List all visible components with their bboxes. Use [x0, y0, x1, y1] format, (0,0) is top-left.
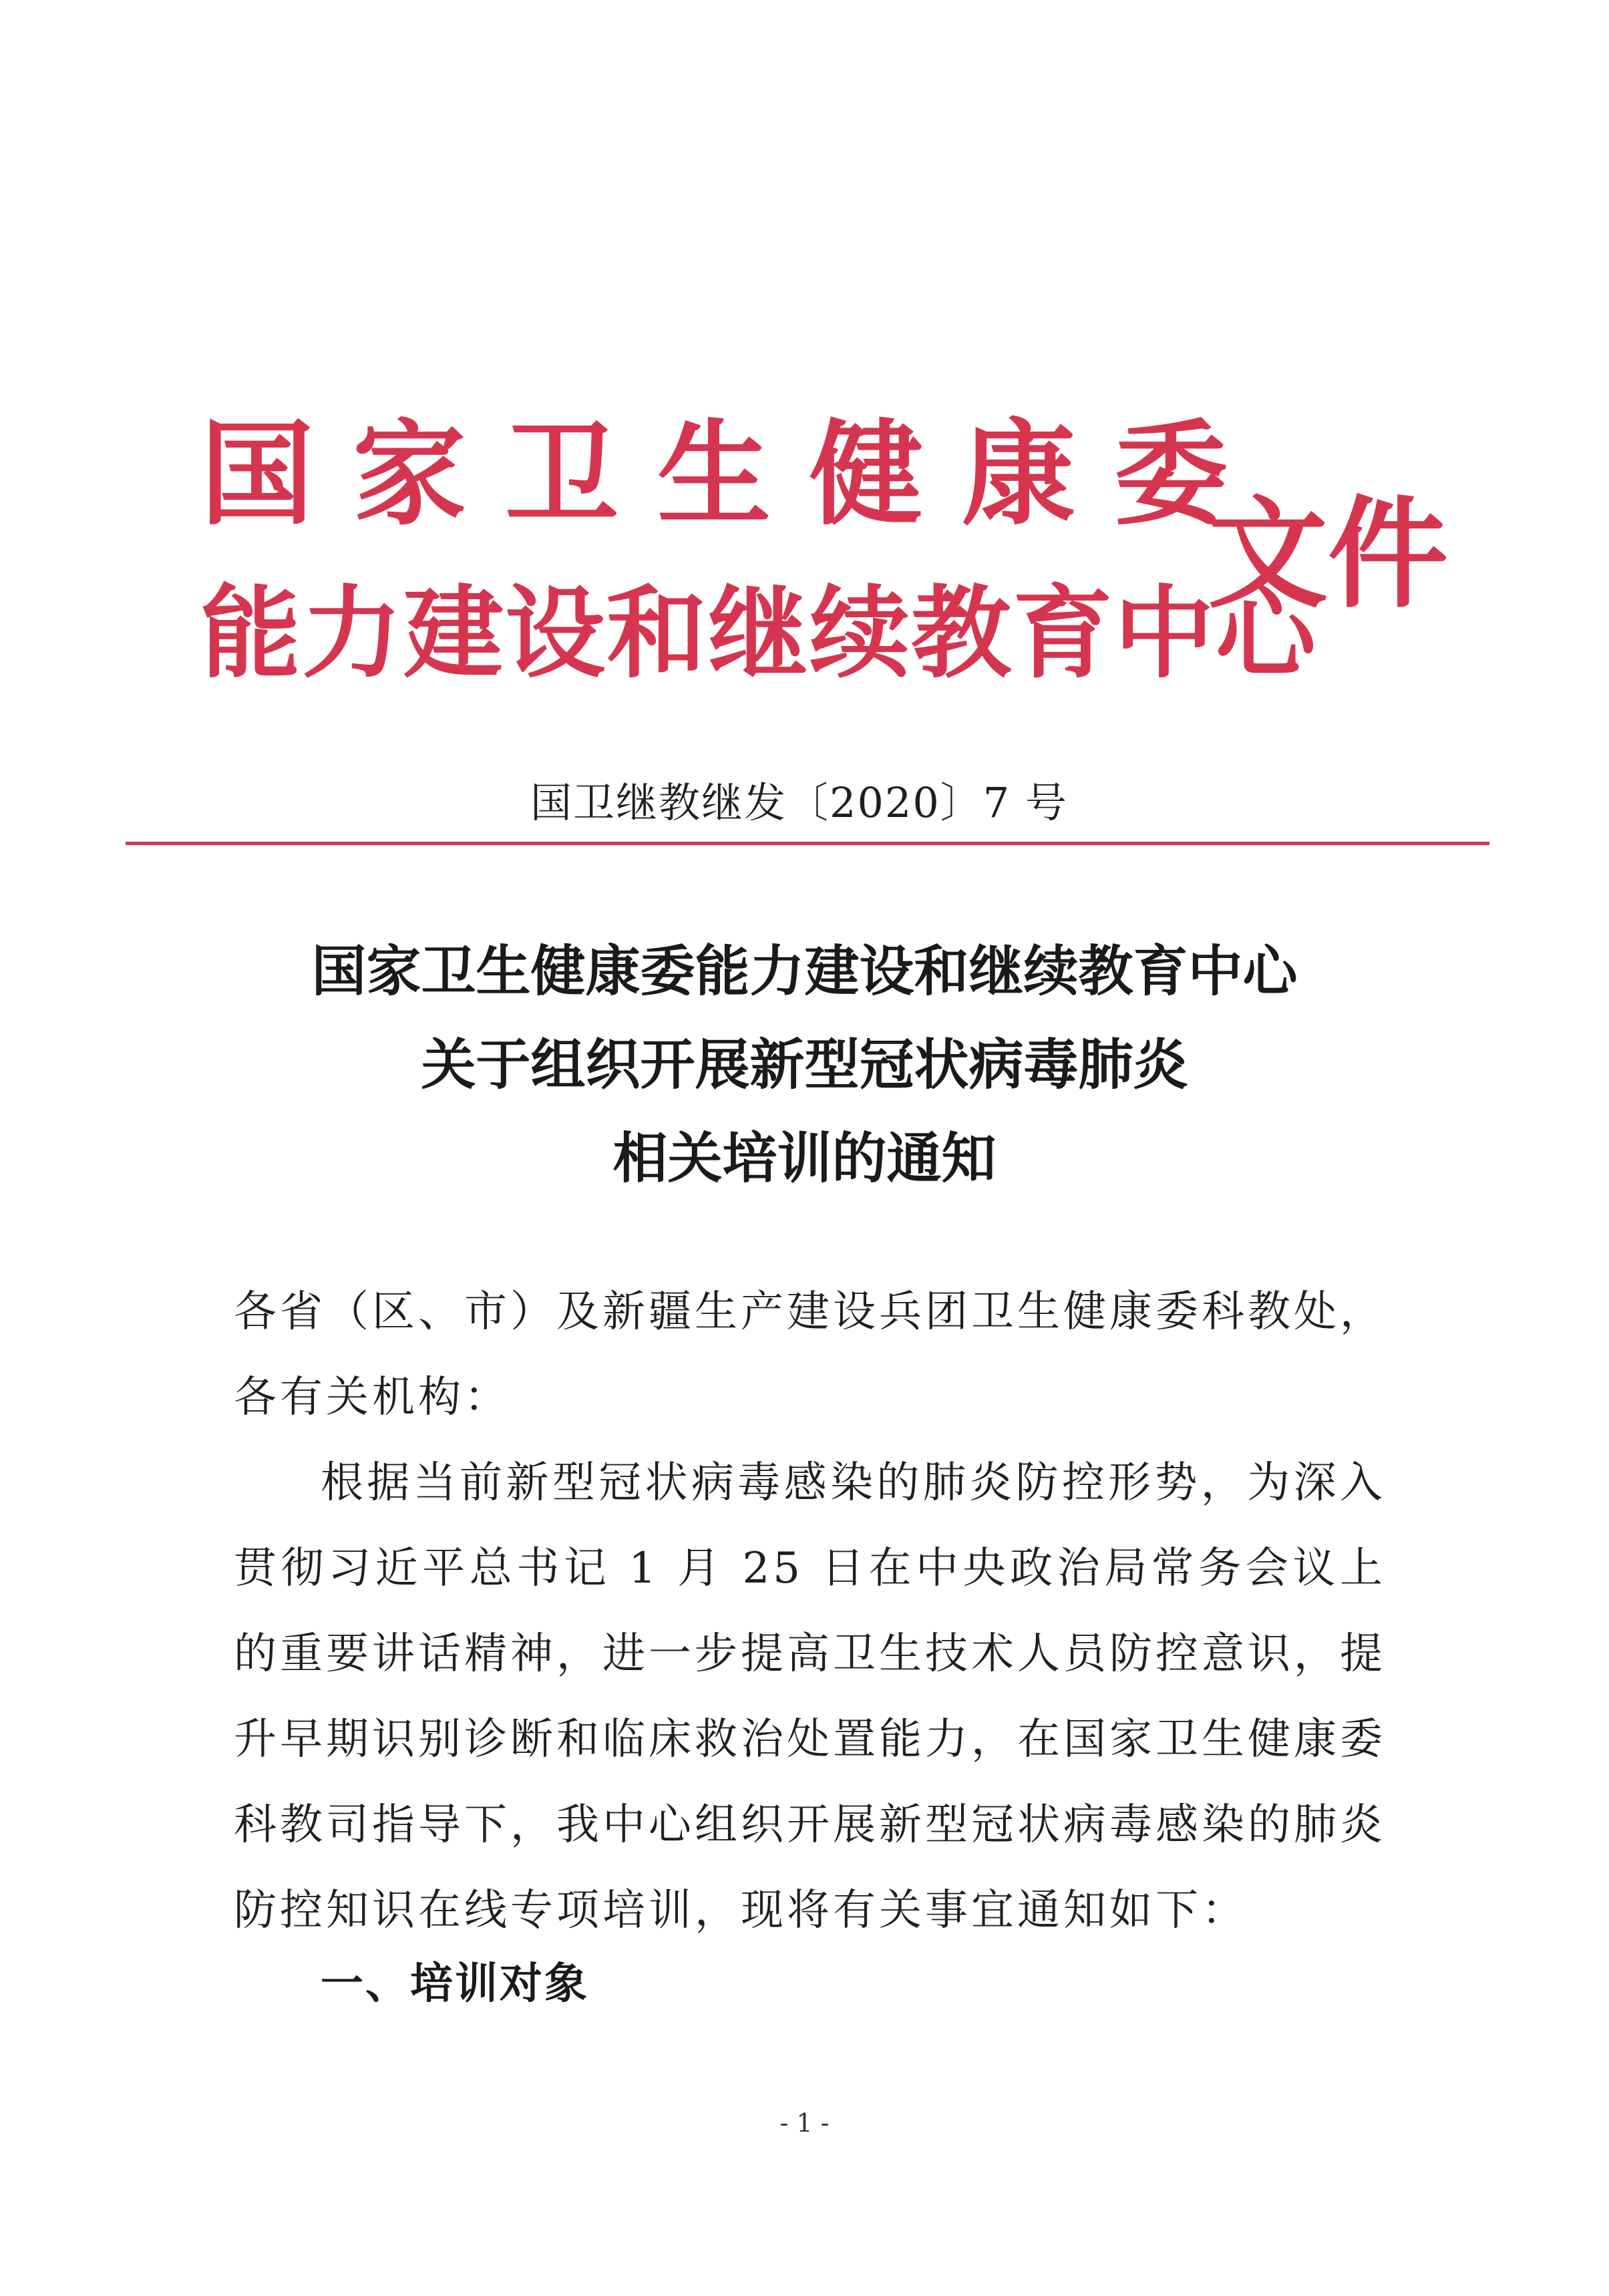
title-line-1: 国家卫生健康委能力建设和继续教育中心 [311, 940, 1298, 1003]
title-line-3: 相关培训的通知 [612, 1127, 997, 1190]
document-body [234, 1269, 1386, 1953]
section-heading-1: 一、培训对象 [321, 1959, 589, 2009]
salutation: 各省（区、市）及新疆生产建设兵团卫生健康委科教处，各有关机构： [234, 1287, 1386, 1422]
page-number: - 1 - [779, 2108, 830, 2138]
document-number: 国卫继教继发〔2020〕7 号 [530, 778, 1068, 827]
letterhead-org-line-1: 国家卫生健康委 [200, 407, 1267, 541]
red-separator-rule [126, 842, 1489, 845]
document-title [0, 925, 1609, 1206]
letterhead-document-suffix: 文件 [1208, 484, 1449, 625]
body-paragraph-1: 根据当前新型冠状病毒感染的肺炎防控形势，为深入贯彻习近平总书记 1 月 25 日在中央政治局常务会议上的重要讲话精神，进一步提高卫生技术人员防控意识，提升早期识别诊断和临床救治处置能力，在国家卫生健康委科教司指导下，我中心组织开展新型冠状病毒感染的肺炎防控知识在线专项培训，现将有关事宜通知如下： [234, 1458, 1386, 1935]
title-line-2: 关于组织开展新型冠状病毒肺炎 [421, 1033, 1188, 1097]
letterhead-org-line-2: 能力建设和继续教育中心 [200, 575, 1318, 692]
